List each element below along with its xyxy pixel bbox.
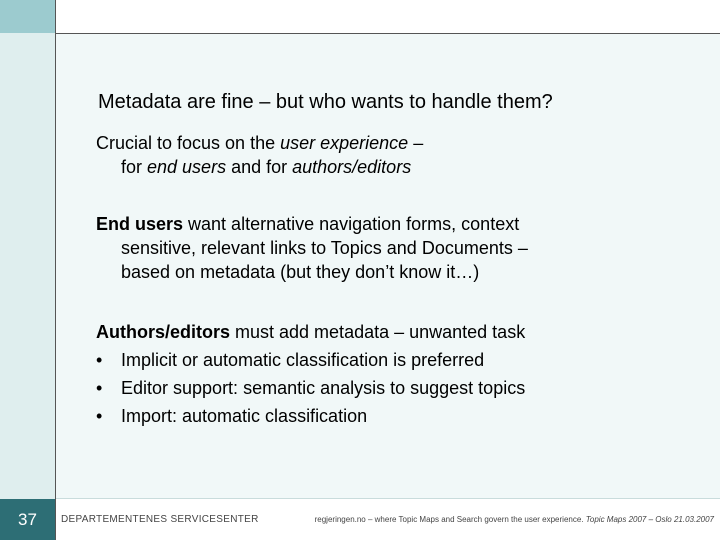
bullet-item bbox=[96, 374, 525, 402]
paragraph-line: sensitive, relevant links to Topics and Documents – bbox=[121, 238, 528, 258]
text-run: – bbox=[408, 133, 424, 153]
emphasis-end-users: end users bbox=[147, 157, 227, 177]
footer-note-event: Topic Maps 2007 – Oslo 21.03.2007 bbox=[585, 515, 714, 524]
paragraph-line bbox=[96, 131, 423, 155]
paragraph-end-users bbox=[96, 212, 528, 284]
paragraph-line bbox=[96, 318, 525, 346]
footer-note-text: regjeringen.no – where Topic Maps and Search govern the user experience. bbox=[314, 515, 586, 524]
bullet-dot: • bbox=[96, 406, 103, 426]
footer-note bbox=[258, 515, 714, 524]
bullet-item bbox=[96, 346, 525, 374]
emphasis-user-experience: user experience bbox=[280, 133, 409, 153]
slide-title: Metadata are fine – but who wants to handle them? bbox=[98, 91, 553, 113]
emphasis-authors-editors: authors/editors bbox=[292, 157, 412, 177]
bold-authors-editors: Authors/editors bbox=[96, 322, 231, 342]
bullet-text: Implicit or automatic classification is preferred bbox=[121, 350, 485, 370]
text-run: for bbox=[121, 157, 148, 177]
footer-organization: DEPARTEMENTENES SERVICESENTER bbox=[61, 514, 259, 525]
paragraph-user-experience bbox=[96, 131, 423, 179]
text-run: want alternative navigation forms, context bbox=[183, 214, 520, 234]
bold-end-users: End users bbox=[96, 214, 184, 234]
bullet-text: Import: automatic classification bbox=[121, 406, 368, 426]
paragraph-authors-editors bbox=[96, 318, 525, 430]
text-run: and for bbox=[226, 157, 293, 177]
footer-divider bbox=[56, 498, 720, 499]
corner-accent-box bbox=[0, 0, 55, 33]
bullet-text: Editor support: semantic analysis to suggest topics bbox=[121, 378, 526, 398]
paragraph-line bbox=[96, 212, 528, 236]
paragraph-line bbox=[96, 155, 423, 179]
text-run: Crucial to focus on the bbox=[96, 133, 281, 153]
bullet-dot: • bbox=[96, 350, 103, 370]
text-run: must add metadata – unwanted task bbox=[230, 322, 526, 342]
paragraph-line: based on metadata (but they don’t know it…) bbox=[121, 262, 480, 282]
bullet-dot: • bbox=[96, 378, 103, 398]
bullet-item bbox=[96, 402, 525, 430]
slide-number: 37 bbox=[0, 499, 55, 540]
left-sidebar-band bbox=[0, 0, 55, 540]
